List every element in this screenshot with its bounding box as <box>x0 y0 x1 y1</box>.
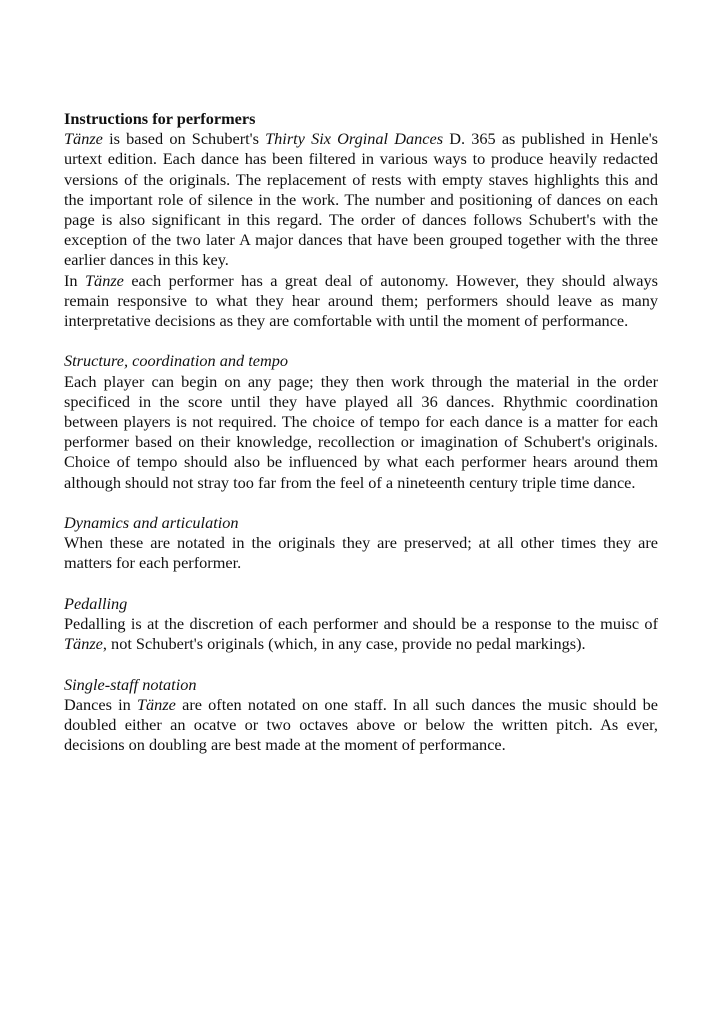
intro-text-2: D. 365 as published in Henle's urtext edition. Each dance has been filtered in various ways to produce heavily redacted versions of the originals. The replacement of rests with empty staves highlights this and the important role of silence in the work. The number and positioning of dances on each page is also significant in this regard. The order of dances follows Schubert's with the exception of the two later A major dances that have been grouped together with the three earlier dances in this key. <box>64 129 658 270</box>
document-page <box>64 109 658 755</box>
source-title-italic: Thirty Six Orginal Dances <box>265 129 444 149</box>
pedalling-text-2: , not Schubert's originals (which, in any case, provide no pedal markings). <box>102 634 586 654</box>
autonomy-paragraph <box>64 271 658 332</box>
single-staff-text-1: Dances in <box>64 694 137 714</box>
autonomy-text-1: In <box>64 270 85 290</box>
work-title-italic: Tänze <box>64 634 103 654</box>
document-title: Instructions for performers <box>64 109 256 128</box>
work-title-italic: Tänze <box>85 270 124 290</box>
autonomy-text-2: each performer has a great deal of autonomy. However, they should always remain responsive to what they hear around them; performers should leave as many interpretative decisions as they are comfortable with until the moment of performance. <box>64 270 658 331</box>
pedalling-text-1: Pedalling is at the discretion of each performer and should be a response to the muisc of <box>64 614 658 634</box>
dynamics-paragraph: When these are notated in the originals they are preserved; at all other times they are matters for each performer. <box>64 533 658 573</box>
work-title-italic: Tänze <box>136 694 176 714</box>
single-staff-heading: Single-staff notation <box>64 674 197 694</box>
pedalling-paragraph <box>64 614 658 654</box>
intro-text-1: is based on Schubert's <box>102 129 266 149</box>
pedalling-heading: Pedalling <box>64 593 128 613</box>
intro-paragraph <box>64 129 658 270</box>
single-staff-paragraph <box>64 695 658 756</box>
structure-heading: Structure, coordination and tempo <box>64 351 288 371</box>
structure-paragraph: Each player can begin on any page; they then work through the material in the order specificed in the score until they have played all 36 dances. Rhythmic coordination between players is not required. The choice of tempo for each dance is a matter for each performer based on their knowledge, recollection or imagination of Schubert's originals. Choice of tempo should also be influenced by what each performer hears around them although should not stray too far from the feel of a nineteenth century triple time dance. <box>64 371 658 492</box>
single-staff-text-2: are often notated on one staff. In all such dances the music should be doubled either an ocatve or two octaves above or below the written pitch. As ever, decisions on doubling are best made at the moment of performance. <box>64 694 658 755</box>
work-title-italic: Tänze <box>64 129 103 149</box>
dynamics-heading: Dynamics and articulation <box>64 513 239 533</box>
